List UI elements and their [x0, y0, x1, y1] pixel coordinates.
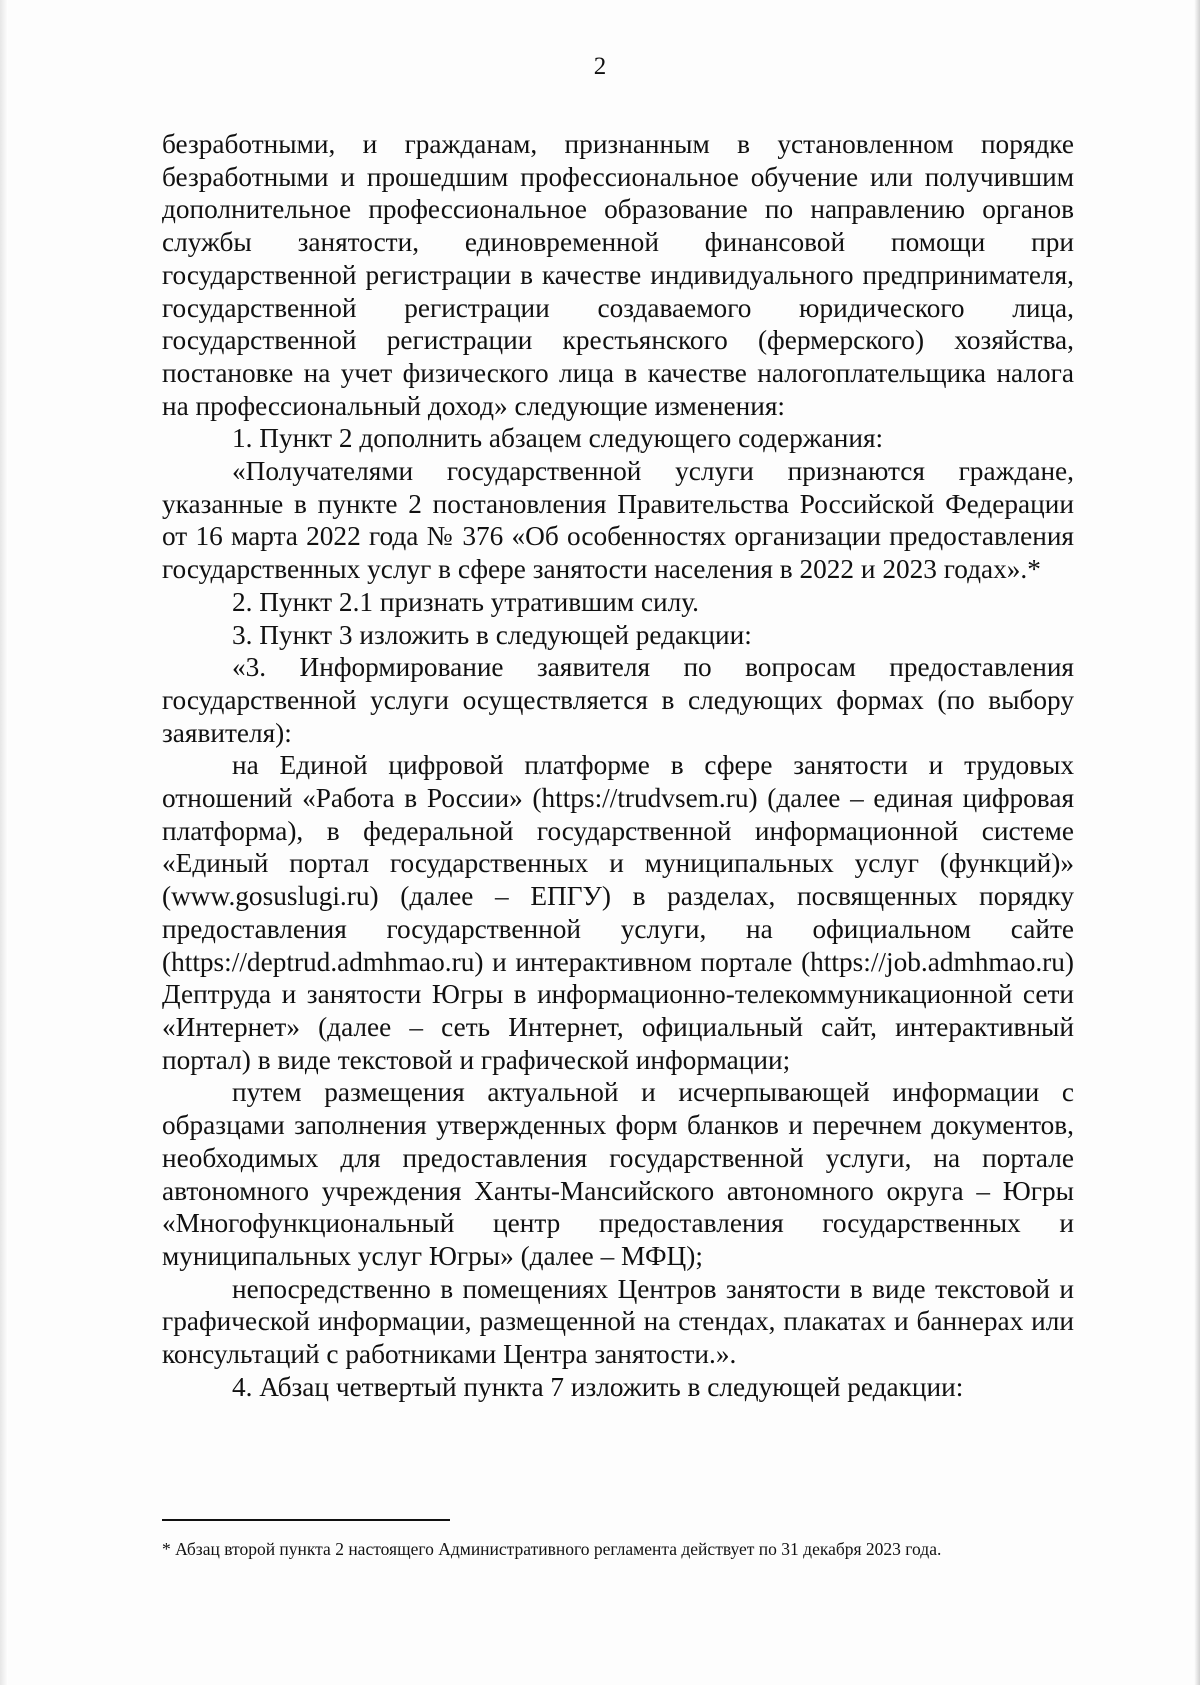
paragraph-item-2: 2. Пункт 2.1 признать утратившим силу. — [232, 586, 699, 617]
document-body — [162, 128, 1074, 1403]
paragraph-employment-centers: непосредственно в помещениях Центров занятости в виде текстовой и графической информации, размещенной на стендах, плакатах и баннерах или консультаций с работниками Центра занятости.». — [162, 1273, 1074, 1370]
paragraph-mfc: путем размещения актуальной и исчерпывающей информации с образцами заполнения утвержденных форм бланков и перечнем документов, необходимых для предоставления государственной услуги, на портале автономного учреждения Ханты-Мансийского автономного округа – Югры «Многофункциональный центр предоставления государственных и муниципальных услуг Югры» (далее – МФЦ); — [162, 1077, 1074, 1271]
scan-edge-left — [0, 0, 8, 1685]
paragraph-recipients: «Получателями государственной услуги признаются граждане, указанные в пункте 2 постановления Правительства Российской Федерации от 16 марта 2022 года № 376 «Об особенностях организации предоставления государственных услуг в сфере занятости населения в 2022 и 2023 годах».* — [162, 456, 1074, 585]
scan-edge-right — [1194, 0, 1200, 1685]
paragraph-item-4: 4. Абзац четвертый пункта 7 изложить в следующей редакции: — [232, 1371, 964, 1402]
footnote: * Абзац второй пункта 2 настоящего Административного регламента действует по 31 декабря 2023 года. — [162, 1539, 942, 1559]
paragraph-item-1: 1. Пункт 2 дополнить абзацем следующего содержания: — [232, 423, 884, 454]
footnote-divider — [162, 1519, 450, 1521]
paragraph-digital-platform: на Единой цифровой платформе в сфере занятости и трудовых отношений «Работа в России» (https://trudvsem.ru) (далее – единая цифровая платформа), в федеральной государственной информационной системе «Единый портал государственных и муниципальных услуг (функций)» (www.gosuslugi.ru) (далее – ЕПГУ) в разделах, посвященных порядку предоставления государственной услуги, на официальном сайте (https://deptrud.admhmao.ru) и интерактивном портале (https://job.admhmao.ru) Дептруда и занятости Югры в информационно-телекоммуникационной сети «Интернет» (далее – сеть Интернет, официальный сайт, интерактивный портал) в виде текстовой и графической информации; — [162, 750, 1074, 1075]
paragraph-item-3: 3. Пункт 3 изложить в следующей редакции: — [232, 619, 752, 650]
paragraph-informing: «3. Информирование заявителя по вопросам предоставления государственной услуги осуществляется в следующих формах (по выбору заявителя): — [162, 652, 1074, 748]
paragraph-continuation: безработными, и гражданам, признанным в установленном порядке безработными и прошедшим профессиональное обучение или получившим дополнительное профессиональное образование по направлению органов службы занятости, единовременной финансовой помощи при государственной регистрации в качестве индивидуального предпринимателя, государственной регистрации создаваемого юридического лица, государственной регистрации крестьянского (фермерского) хозяйства, постановке на учет физического лица в качестве налогоплательщика налога на профессиональный доход» следующие изменения: — [162, 129, 1074, 421]
page-number: 2 — [593, 53, 607, 80]
